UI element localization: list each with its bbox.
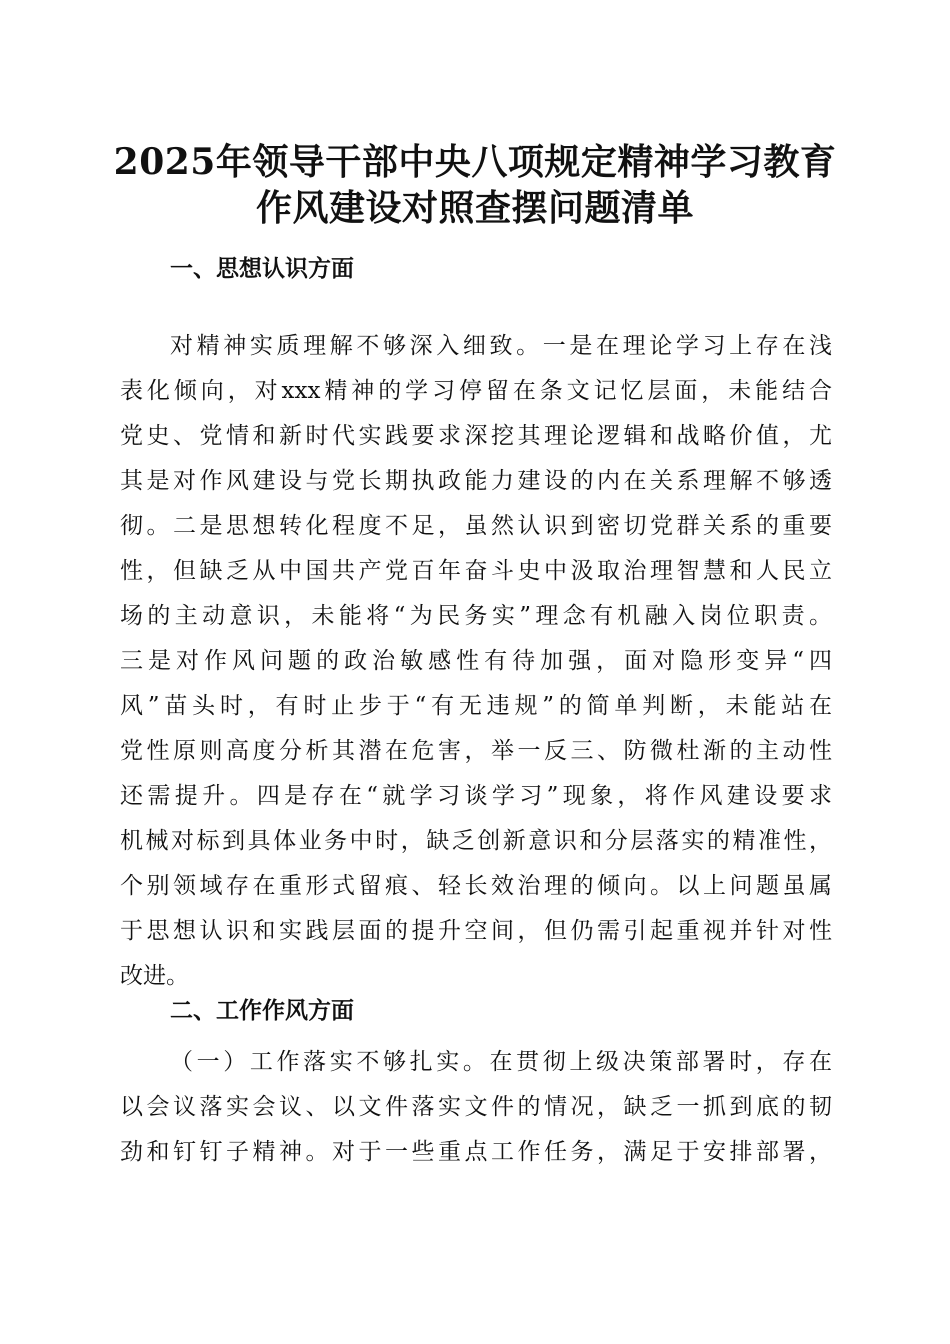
section-heading-work-style: 二、工作作风方面 [170,998,354,1024]
body-line: 风”苗头时，有时止步于“有无违规”的简单判断，未能站在 [120,693,832,719]
body-line: 彻。二是思想转化程度不足，虽然认识到密切党群关系的重要 [120,513,832,539]
body-line: 党史、党情和新时代实践要求深挖其理论逻辑和战略价值，尤 [120,423,832,449]
section-body-ideology [120,324,832,999]
document-title-line-2: 作风建设对照查摆问题清单 [255,187,694,229]
body-line: 党性原则高度分析其潜在危害，举一反三、防微杜渐的主动性 [120,738,832,764]
body-line: 性，但缺乏从中国共产党百年奋斗史中汲取治理智慧和人民立 [120,558,832,584]
body-line: 改进。 [120,963,189,989]
body-line: 其是对作风建设与党长期执政能力建设的内在关系理解不够透 [120,468,832,494]
body-line: 劲和钉钉子精神。对于一些重点工作任务，满足于安排部署， [120,1139,832,1165]
body-line: （一）工作落实不够扎实。在贯彻上级决策部署时，存在 [170,1049,832,1075]
section-body-work-style [120,1040,832,1175]
section-heading-ideology: 一、思想认识方面 [170,256,354,282]
body-line: 个别领域存在重形式留痕、轻长效治理的倾向。以上问题虽属 [120,873,832,899]
body-line: 表化倾向，对xxx精神的学习停留在条文记忆层面，未能结合 [120,378,832,404]
body-line: 场的主动意识，未能将“为民务实”理念有机融入岗位职责。 [120,603,832,629]
body-line: 还需提升。四是存在“就学习谈学习”现象，将作风建设要求 [120,783,832,809]
body-line: 以会议落实会议、以文件落实文件的情况，缺乏一抓到底的韧 [120,1094,832,1120]
body-line: 机械对标到具体业务中时，缺乏创新意识和分层落实的精准性， [120,828,832,854]
body-line: 对精神实质理解不够深入细致。一是在理论学习上存在浅 [170,333,832,359]
document-title-line-1: 2025年领导干部中央八项规定精神学习教育 [113,141,837,183]
body-line: 于思想认识和实践层面的提升空间，但仍需引起重视并针对性 [120,918,832,944]
body-line: 三是对作风问题的政治敏感性有待加强，面对隐形变异“四 [120,648,832,674]
